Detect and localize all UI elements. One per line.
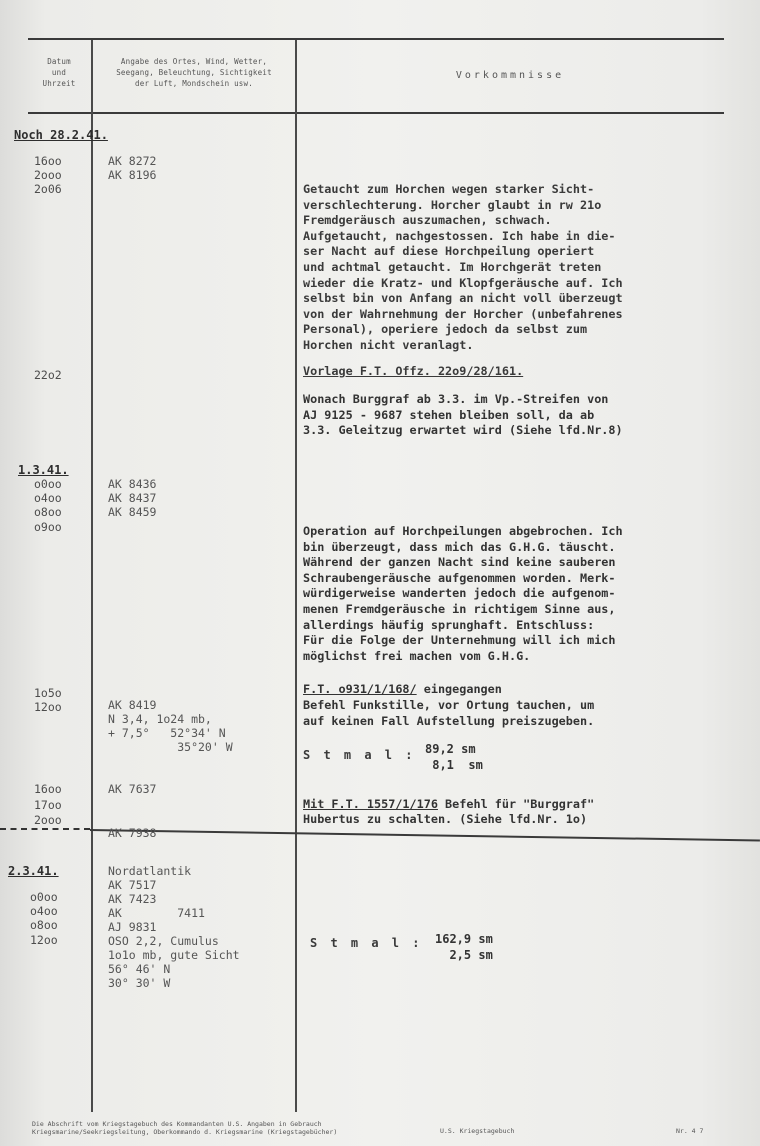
entry-date: 2.3.41. [8,864,59,878]
entry-places: AK 8419 N 3,4, 1o24 mb, + 7,5° 52°34' N 35°20' W [108,698,233,754]
entry-date: Noch 28.2.41. [14,128,108,142]
column-divider-2 [295,40,297,1112]
header-col-place: Angabe des Ortes, Wind, Wetter, Seegang, Beleuchtung, Sichtigkeit der Luft, Mondschein usw. [116,57,272,88]
footer-page-number: Nr. 4 7 [676,1127,704,1135]
entry-remarks: Operation auf Horchpeilungen abgebrochen. Ich bin überzeugt, dass mich das G.H.G. täuscht. Während der ganzen Nacht sind keine sauberen Schraubengeräusche aufgenommen worden. Merk- würdigerweise wanderten jedoch die aufgenom- menen Fremdgeräusche in richtigem Sinne aus, allerdings häufig sprunghaft. Entschluss: Für die Folge der Unternehmung will ich mich möglichst frei machen vom G.H.G. [303,524,623,663]
column-divider-1 [91,40,93,1112]
top-rule [28,38,724,40]
page-join-rule [90,829,760,842]
footer-source-note: Die Abschrift vom Kriegstagebuch des Kommandanten U.S. Angaben in Gebrauch Kriegsmarine/Seekriegsleitung, Oberkommando d. Kriegsmarine (Kriegstagebücher) [32,1120,338,1136]
entry-times: o0oo o4oo o8oo 12oo [30,890,58,947]
entry-remarks-head [303,682,502,698]
entry-times: 16oo 17oo 2ooo [34,782,62,827]
radio-message-reference: F.T. o931/1/168/ [303,682,417,696]
header-col-date: Datum und Uhrzeit [42,57,76,88]
radio-message-tail: eingegangen [416,682,502,696]
entry-date: 1.3.41. [18,463,69,477]
header-rule [28,112,724,114]
entry-remarks: Hubertus zu schalten. (Siehe lfd.Nr. 1o) [303,812,588,826]
entry-places: AK 7637 AK 7938 [108,782,157,841]
entry-times: 22o2 [34,368,62,382]
stmal-label: S t m a l : [310,936,423,950]
entry-remarks-head [303,797,594,813]
entry-places: AK 8272 AK 8196 [108,154,157,182]
entry-times: 1o5o 12oo [34,686,62,715]
header-col-remarks: Vorkommnisse [455,70,565,81]
entry-remarks: Befehl Funkstille, vor Ortung tauchen, um auf keinen Fall Aufstellung preiszugeben. [303,698,595,728]
radio-message-tail: Befehl für "Burggraf" [437,797,595,811]
stmal-values: 162,9 sm 2,5 sm [435,932,493,962]
entry-places: AK 8436 AK 8437 AK 8459 [108,477,157,519]
entry-times: 16oo 2ooo 2o06 [34,154,62,197]
entry-times: o0oo o4oo o8oo o9oo [34,477,62,534]
entry-remarks: Getaucht zum Horchen wegen starker Sicht- verschlechterung. Horcher glaubt in rw 21o Fremdgeräusch auszumachen, schwach. Aufgetaucht, nachgestossen. Ich habe in die- ser Nacht auf diese Horchpeilung operiert und achtmal getaucht. Im Horchgerät treten wieder die Kratz- und Klopfgeräusche auf. Ich selbst bin von Anfang an nicht voll überzeugt von der Wahrnehmung der Horcher (unbefahrenes Personal), operiere jedoch da selbst zum Horchen nicht veranlagt. [303,182,623,352]
entry-remarks: Wonach Burggraf ab 3.3. im Vp.-Streifen von AJ 9125 - 9687 stehen bleiben soll, da ab 3.3. Geleitzug erwartet wird (Siehe lfd.Nr.8) [303,392,623,438]
stmal-values: 89,2 sm 8,1 sm [425,742,483,772]
entry-places: Nordatlantik AK 7517 AK 7423 AK 7411 AJ 9831 OSO 2,2, Cumulus 1o1o mb, gute Sicht 56° 46' N 30° 30' W [108,864,240,990]
entry-remarks-reference: Vorlage F.T. Offz. 22o9/28/161. [303,364,524,378]
stmal-label: S t m a l : [303,748,416,762]
radio-message-reference: Mit F.T. 1557/1/176 [303,797,438,811]
footer-title: U.S. Kriegstagebuch [440,1127,515,1135]
